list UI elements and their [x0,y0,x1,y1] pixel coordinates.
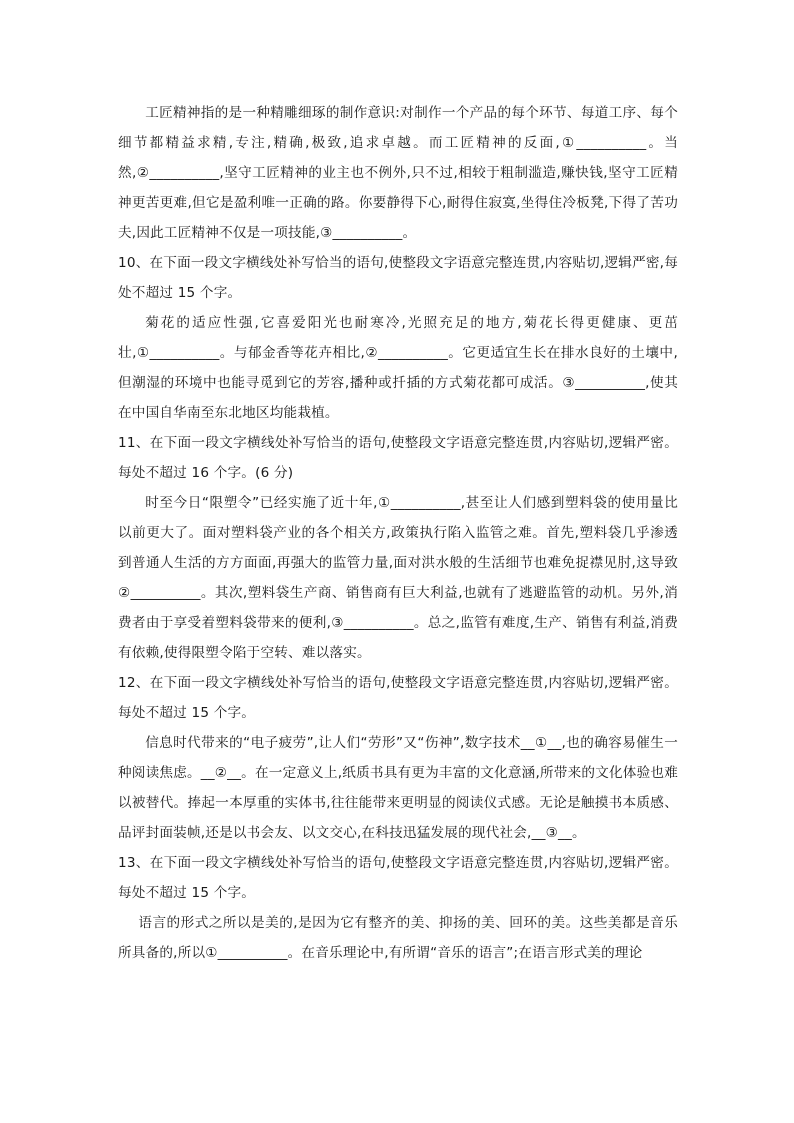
question-11-prompt: 11、在下面一段文字横线处补写恰当的语句,使整段文字语意完整连贯,内容贴切,逻辑严密。每处不超过 16 个字。(6 分) [118,435,678,481]
passage-chrysanthemum: 菊花的适应性强,它喜爱阳光也耐寒冷,光照充足的地方,菊花长得更健康、更茁壮,①__________。与郁金香等花卉相比,②__________。它更适宜生长在排水良好的土壤中,但潮湿的环境中也能寻觅到它的芳容,播种或扦插的方式菊花都可成活。③__________,使其在中国自华南至东北地区均能栽植。 [118,315,678,421]
question-10-prompt: 10、在下面一段文字横线处补写恰当的语句,使整段文字语意完整连贯,内容贴切,逻辑严密,每处不超过 15 个字。 [118,255,678,301]
passage-plastic-ban: 时至今日“限塑令”已经实施了近十年,①__________,甚至让人们感到塑料袋的使用量比以前更大了。面对塑料袋产业的各个相关方,政策执行陷入监管之难。首先,塑料袋几乎渗透到普通人生活的方方面面,再强大的监管力量,面对洪水般的生活细节也难免捉襟见肘,这导致②__________。其次,塑料袋生产商、销售商有巨大利益,也就有了逃避监管的动机。另外,消费者由于享受着塑料袋带来的便利,③__________。总之,监管有难度,生产、销售有利益,消费有依赖,使得限塑令陷于空转、难以落实。 [118,495,678,661]
passage-paper-books: 信息时代带来的“电子疲劳”,让人们“劳形”又“伤神”,数字技术__①__,也的确容易催生一种阅读焦虑。__②__。在一定意义上,纸质书具有更为丰富的文化意涵,所带来的文化体验也难以被替代。捧起一本厚重的实体书,往往能带来更明显的阅读仪式感。无论是触摸书本质感、品评封面装帧,还是以书会友、以文交心,在科技迅猛发展的现代社会,__③__。 [118,735,678,841]
passage-language-beauty: 语言的形式之所以是美的,是因为它有整齐的美、抑扬的美、回环的美。这些美都是音乐所具备的,所以①__________。在音乐理论中,有所谓“音乐的语言”;在语言形式美的理论 [118,915,678,961]
passage-craftsmanship: 工匠精神指的是一种精雕细琢的制作意识:对制作一个产品的每个环节、每道工序、每个细节都精益求精,专注,精确,极致,追求卓越。而工匠精神的反面,①__________。当然,②__________,坚守工匠精神的业主也不例外,只不过,相较于粗制滥造,赚快钱,坚守工匠精神更苦更难,但它是盈利唯一正确的路。你要静得下心,耐得住寂寞,坐得住冷板凳,下得了苦功夫,因此工匠精神不仅是一项技能,③__________。 [118,105,678,241]
question-12-prompt: 12、在下面一段文字横线处补写恰当的语句,使整段文字语意完整连贯,内容贴切,逻辑严密。每处不超过 15 个字。 [118,675,678,721]
document-body [118,98,678,968]
question-13-prompt: 13、在下面一段文字横线处补写恰当的语句,使整段文字语意完整连贯,内容贴切,逻辑严密。每处不超过 15 个字。 [118,855,678,901]
